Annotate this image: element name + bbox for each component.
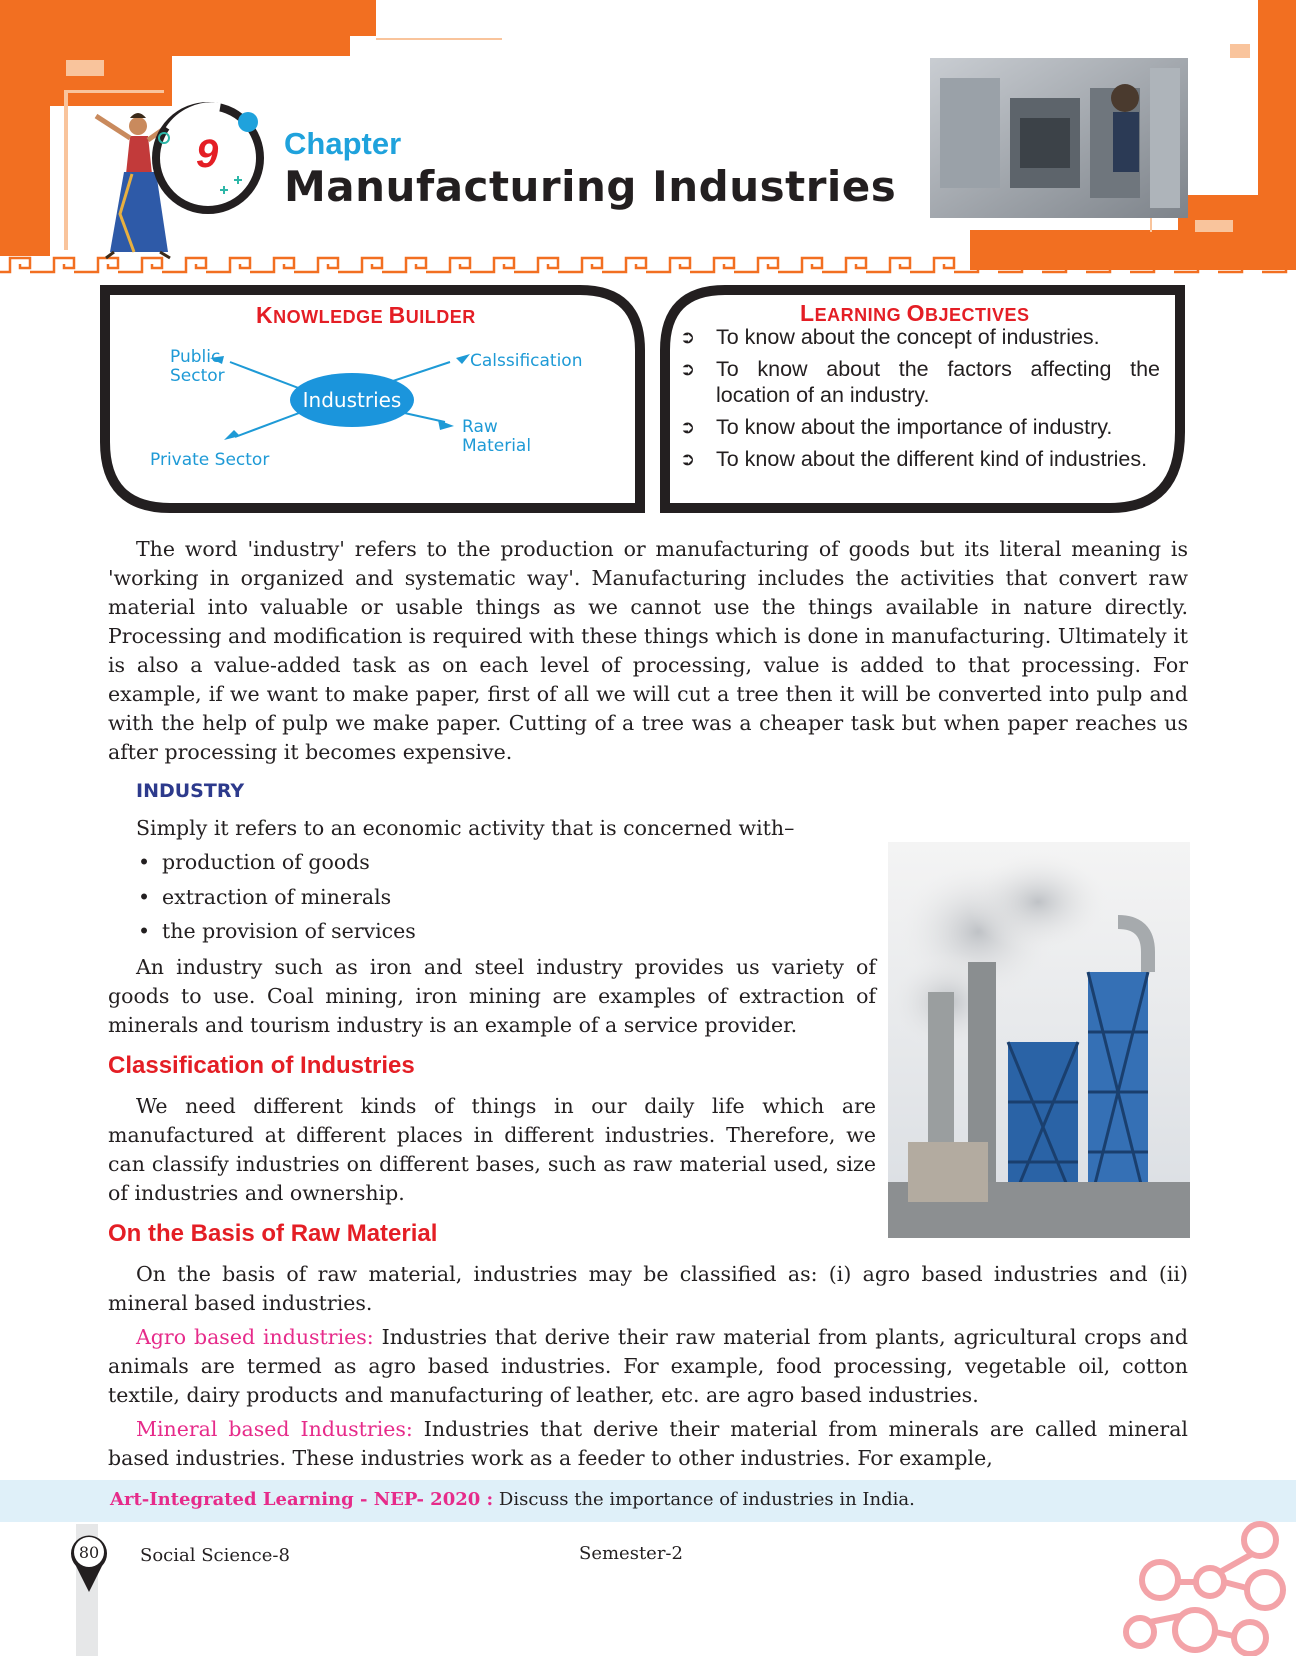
book-title: Social Science-8	[140, 1545, 290, 1566]
industry-paragraph: An industry such as iron and steel industry provides us variety of goods to use. Coal mining, iron mining are examples of extraction of minerals and tourism industry is an example of a service provider.	[108, 955, 876, 1037]
mineral-paragraph: Mineral based Industries: Industries that derive their material from minerals are called mineral based industries. These industries work as a feeder to other industries. For example,	[108, 1417, 1188, 1470]
page-number: 80	[78, 1543, 100, 1562]
chapter-number: 9	[196, 132, 219, 176]
industry-heading: INDUSTRY	[136, 780, 245, 802]
raw-material-paragraph: On the basis of raw material, industries may be classified as: (i) agro based industries and (ii) mineral based industries.	[108, 1262, 1188, 1315]
knowledge-builder-title: KNOWLEDGE BUILDER	[256, 302, 476, 328]
greek-key-border	[0, 252, 1296, 274]
learning-objectives-title: LEARNING OBJECTIVES	[800, 300, 1030, 326]
mindmap-node-classification: Calssification	[470, 351, 583, 371]
factory-assembly-photo	[930, 58, 1188, 218]
arrow-bullet-icon: ➲	[680, 359, 696, 379]
agro-term: Agro based industries:	[136, 1325, 374, 1349]
objective-item: ➲ To know about the factors affecting the location of an industry.	[680, 357, 1160, 407]
page-number-badge	[68, 1532, 110, 1598]
classification-heading: Classification of Industries	[108, 1052, 415, 1079]
mindmap-node-private-sector: Private Sector	[150, 450, 270, 470]
bullet-item: • extraction of minerals	[138, 880, 416, 915]
mineral-term: Mineral based Industries:	[136, 1417, 413, 1441]
classification-paragraph: We need different kinds of things in our daily life which are manufactured at different places in different industries. Therefore, we can classify industries on different bases, such as raw material used, size of industries and ownership.	[108, 1094, 876, 1205]
raw-material-heading: On the Basis of Raw Material	[108, 1220, 438, 1247]
semester-label: Semester-2	[579, 1543, 683, 1564]
mindmap-center: Industries	[290, 373, 414, 427]
intro-paragraph: The word 'industry' refers to the production or manufacturing of goods but its literal meaning is 'working in organized and systematic way'. Manufacturing includes the activities that convert raw material into valuable or usable things as we cannot use the things available in nature directly. Processing and modification is required with these things which is done in manufacturing. Ultimately it is also a value-added task as on each level of processing, value is added to that processing. For example, if we want to make paper, first of all we will cut a tree then it will be converted into pulp and with the help of pulp we make paper. Cutting of a tree was a cheaper task but when paper reaches us after processing it becomes expensive.	[108, 537, 1188, 764]
agro-paragraph: Agro based industries: Industries that derive their raw material from plants, agricultural crops and animals are termed as agro based industries. For example, food processing, vegetable oil, cotton textile, dairy products and manufacturing of leather, etc. are agro based industries.	[108, 1325, 1189, 1407]
arrow-bullet-icon: ➲	[680, 417, 696, 437]
objective-item: ➲ To know about the importance of industry.	[680, 415, 1113, 439]
arrow-bullet-icon: ➲	[680, 327, 696, 347]
industry-bullets	[138, 845, 416, 949]
objective-item: ➲ To know about the concept of industries.	[680, 325, 1100, 349]
molecule-decoration	[1120, 1520, 1296, 1656]
objective-item: ➲ To know about the different kind of industries.	[680, 447, 1148, 471]
chapter-label: Chapter	[284, 126, 402, 161]
arrow-bullet-icon: ➲	[680, 449, 696, 469]
bullet-item: • production of goods	[138, 845, 416, 880]
industrial-plant-photo	[888, 842, 1190, 1238]
bullet-item: • the provision of services	[138, 914, 416, 949]
industry-lead: Simply it refers to an economic activity that is concerned with–	[136, 816, 795, 840]
mindmap-node-raw-material: Raw Material	[462, 417, 532, 456]
mindmap-node-public-sector: Public Sector	[170, 347, 225, 386]
chapter-title: Manufacturing Industries	[284, 162, 897, 211]
learning-objectives-list	[680, 324, 1160, 478]
art-integrated-note: Art-Integrated Learning - NEP- 2020 : Discuss the importance of industries in India.	[110, 1489, 915, 1510]
